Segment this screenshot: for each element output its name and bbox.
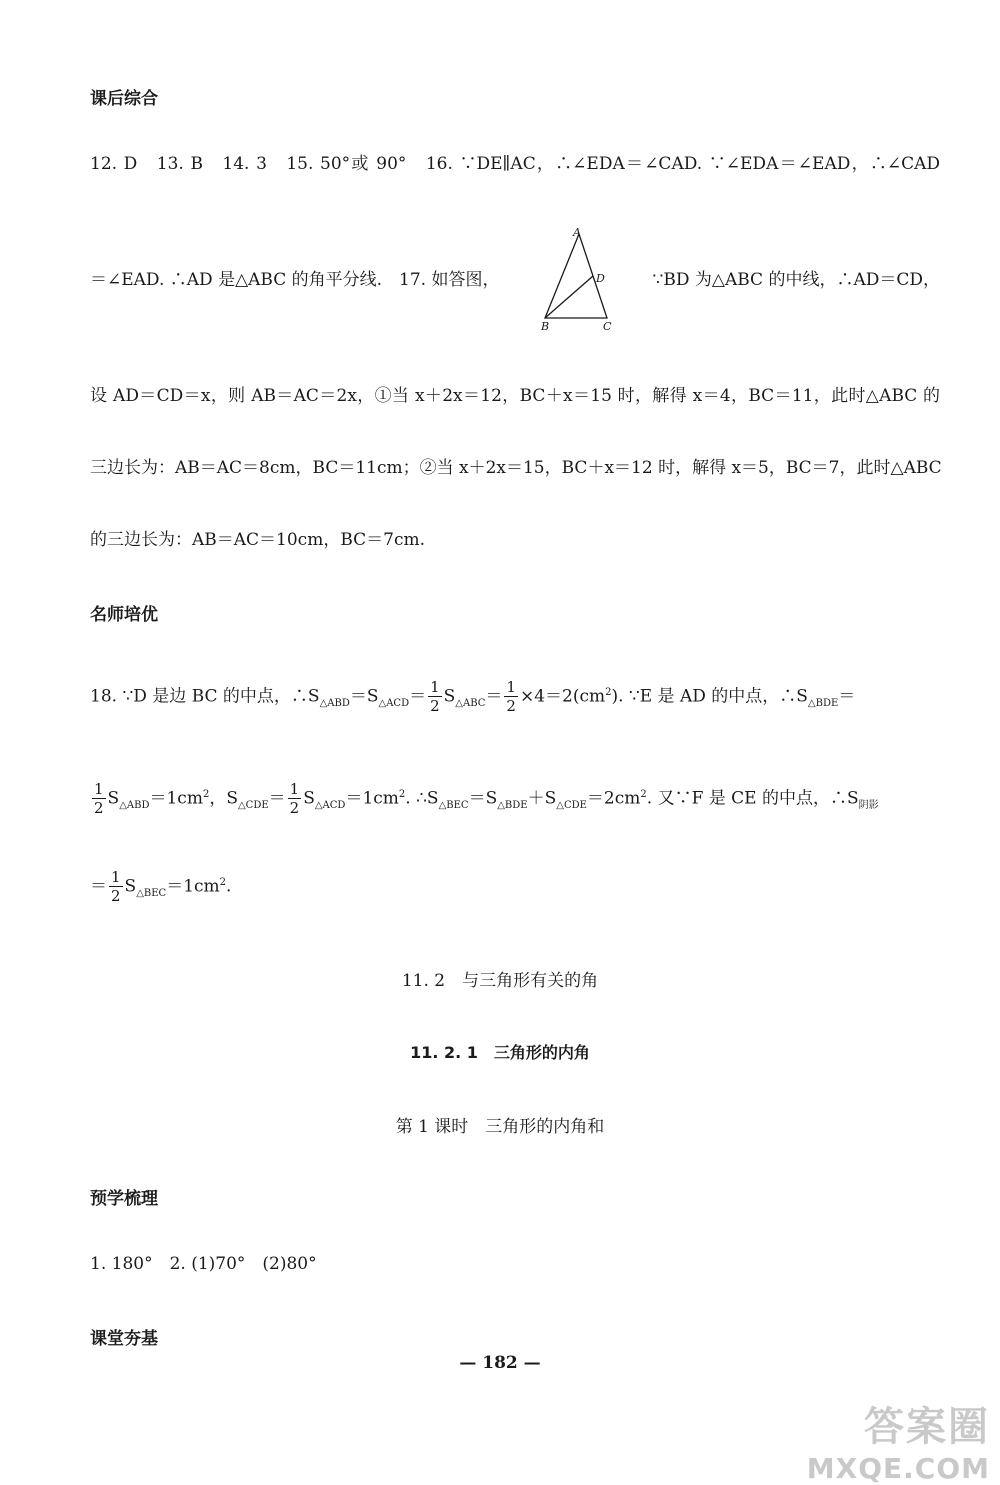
superscript: 2 <box>605 686 612 698</box>
numerator: 1 <box>94 780 104 798</box>
text: S <box>124 876 137 897</box>
label-c: C <box>603 320 612 333</box>
superscript: 2 <box>640 788 647 800</box>
answer-line-3: 设 AD＝CD＝x，则 AB＝AC＝2x，①当 x＋2x＝12，BC＋x＝15 时，解得 x＝4，BC＝11，此时△ABC 的 <box>90 386 940 406</box>
section-title-preview: 预学梳理 <box>90 1189 158 1209</box>
text: S <box>107 788 120 809</box>
denominator: 2 <box>430 697 440 715</box>
fraction-half <box>504 680 518 714</box>
watermark-url: MXQE.COM <box>806 1452 990 1485</box>
label-d: D <box>596 272 605 285</box>
text: ＋S <box>527 788 557 809</box>
watermark-logo-text: 答案圈 <box>864 1404 990 1450</box>
answer-line-5: 的三边长为：AB＝AC＝10cm，BC＝7cm. <box>90 530 426 550</box>
answer-line-6 <box>90 680 940 716</box>
median-bd <box>545 276 593 318</box>
text: ＝ <box>90 876 107 897</box>
subscript: 阴影 <box>858 799 879 811</box>
superscript: 2 <box>398 788 406 800</box>
text: ＝ <box>485 686 503 707</box>
numerator: 1 <box>506 678 516 696</box>
text: S <box>303 788 315 809</box>
text: ＝1cm <box>345 788 399 809</box>
label-a: A <box>573 226 581 239</box>
heading-11-2-1: 11. 2. 1 三角形的内角 <box>410 1043 590 1062</box>
text: . 又∵F 是 CE 的中点，∴S <box>646 788 859 809</box>
denominator: 2 <box>506 697 516 715</box>
subscript: △ABC <box>455 697 486 709</box>
text: ＝ <box>268 788 286 809</box>
numerator: 1 <box>289 780 300 798</box>
subscript: △ACD <box>314 799 346 811</box>
answer-line-1: 12. D 13. B 14. 3 15. 50°或 90° 16. ∵DE∥AC，∴∠EDA＝∠CAD. ∵∠EDA＝∠EAD，∴∠CAD <box>90 154 940 174</box>
text: 18. ∵D 是边 BC 的中点，∴S <box>90 686 320 707</box>
superscript: 2 <box>202 788 210 800</box>
heading-11-2: 11. 2 与三角形有关的角 <box>401 971 599 991</box>
denominator: 2 <box>289 799 300 817</box>
subscript: △BEC <box>438 799 469 811</box>
watermark <box>790 1395 990 1485</box>
answer-line-2-left: ＝∠EAD. ∴AD 是△ABC 的角平分线. 17. 如答图， <box>90 270 500 290</box>
subscript: △BDE <box>807 697 839 709</box>
subscript: △BEC <box>136 887 167 899</box>
text: ＝2cm <box>586 788 641 809</box>
fraction-half <box>109 870 123 904</box>
denominator: 2 <box>111 887 121 905</box>
text: ＝S <box>468 788 498 809</box>
superscript: 2 <box>219 876 227 888</box>
subscript: △ACD <box>378 697 410 709</box>
subscript: △ABD <box>319 697 350 709</box>
denominator: 2 <box>94 799 104 817</box>
heading-lesson-1: 第 1 课时 三角形的内角和 <box>395 1117 605 1137</box>
fraction-half <box>92 782 106 816</box>
answer-line-4: 三边长为：AB＝AC＝8cm，BC＝11cm；②当 x＋2x＝15，BC＋x＝12 时，解得 x＝5，BC＝7，此时△ABC <box>90 458 942 478</box>
numerator: 1 <box>430 678 440 696</box>
text: ，S <box>209 788 238 809</box>
text: ). ∵E 是 AD 的中点，∴S <box>611 686 808 707</box>
page-number: — 182 — <box>459 1353 541 1373</box>
triangle-figure <box>535 222 615 337</box>
subscript: △CDE <box>237 799 269 811</box>
text: S <box>443 686 456 707</box>
subscript: △CDE <box>556 799 587 811</box>
text: . <box>226 876 232 897</box>
answer-line-9: 1. 180° 2. (1)70° (2)80° <box>90 1254 317 1274</box>
text: ×4＝2(cm <box>519 686 606 707</box>
text: ＝1cm <box>149 788 203 809</box>
answer-line-8 <box>90 870 940 906</box>
text: ＝ <box>409 686 427 707</box>
answer-line-2-right: ∵BD 为△ABC 的中线，∴AD＝CD， <box>652 270 940 290</box>
text: ＝1cm <box>166 876 220 897</box>
subscript: △ABD <box>119 799 150 811</box>
fraction-half <box>428 680 442 714</box>
section-title-after-class: 课后综合 <box>90 89 158 109</box>
text: ＝S <box>349 686 379 707</box>
section-title-classroom: 课堂夯基 <box>90 1329 158 1349</box>
label-b: B <box>541 320 550 333</box>
section-title-famous-teacher: 名师培优 <box>90 605 158 625</box>
subscript: △BDE <box>497 799 528 811</box>
text: . ∴S <box>405 788 439 809</box>
fraction-half <box>288 782 302 816</box>
answer-line-7 <box>90 782 940 818</box>
text: ＝ <box>838 686 856 707</box>
numerator: 1 <box>111 868 121 886</box>
